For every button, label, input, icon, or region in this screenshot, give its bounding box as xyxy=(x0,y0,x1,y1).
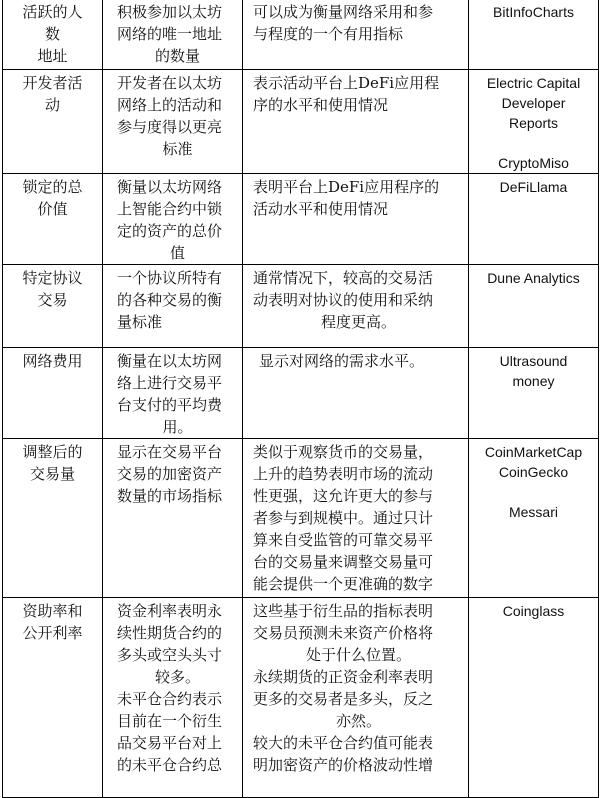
usage-line: 台的交易量来调整交易量可 xyxy=(253,553,434,571)
description-line: 量标准 xyxy=(117,313,163,331)
usage-line: 通常情况下，较高的交易活 xyxy=(253,269,434,287)
usage-line: 能会提供一个更准确的数字 xyxy=(253,575,434,593)
table-row xyxy=(3,348,599,439)
metric-line: 调整后的 xyxy=(22,443,83,461)
usage-cell xyxy=(243,174,469,265)
description-line: 络上进行交易平 xyxy=(117,374,223,392)
description-line: 品交易平台对上 xyxy=(117,734,223,752)
description-line: 未平仓合约表示 xyxy=(117,690,223,708)
description-cell xyxy=(103,439,243,598)
source-line: Reports xyxy=(508,115,559,131)
usage-line: 交易员预测未来资产价格将 xyxy=(253,624,434,642)
usage-cell xyxy=(243,598,469,798)
usage-line: 动表明对协议的使用和采纳 xyxy=(253,291,434,309)
source-cell xyxy=(469,348,599,439)
description-line: 显示在交易平台 xyxy=(117,443,223,461)
metric-line: 资助率和 xyxy=(22,602,83,620)
table-row xyxy=(3,70,599,174)
metric-cell xyxy=(3,0,103,70)
source-cell xyxy=(469,70,599,174)
metric-line: 锁定的总 xyxy=(22,178,83,196)
description-line: 定的资产的总价 xyxy=(117,222,223,240)
source-line: Messari xyxy=(508,504,558,520)
usage-line: 明加密资产的价格波动性增 xyxy=(253,756,434,774)
source-cell xyxy=(469,598,599,798)
usage-cell xyxy=(243,70,469,174)
description-line: 资金利率表明永 xyxy=(117,602,223,620)
description-line: 的各种交易的衡 xyxy=(117,291,223,309)
description-line: 用。 xyxy=(162,418,193,436)
usage-line: 序的水平和使用情况 xyxy=(253,96,389,114)
usage-cell xyxy=(243,265,469,348)
usage-line: 这些基于衍生品的指标表明 xyxy=(253,602,434,620)
description-cell xyxy=(103,265,243,348)
description-line: 参与度得以更亮 xyxy=(117,118,223,136)
metric-line: 网络费用 xyxy=(22,352,83,370)
source-cell xyxy=(469,0,599,70)
usage-line: 较大的未平仓合约值可能表 xyxy=(253,734,434,752)
description-line: 的数量 xyxy=(154,47,200,65)
source-line: BitInfoCharts xyxy=(493,4,574,20)
table-row xyxy=(3,0,599,70)
usage-line: 类似于观察货币的交易量， xyxy=(253,443,434,461)
source-line: DeFiLlama xyxy=(499,179,568,195)
description-line: 台支付的平均费 xyxy=(117,396,223,414)
source-line: CoinGecko xyxy=(498,464,569,480)
metric-line: 特定协议 xyxy=(22,269,83,287)
metric-cell xyxy=(3,70,103,174)
metric-cell xyxy=(3,598,103,798)
description-line: 上智能合约中锁 xyxy=(117,200,223,218)
description-line: 衡量在以太坊网 xyxy=(117,352,223,370)
description-cell xyxy=(103,598,243,798)
source-cell xyxy=(469,265,599,348)
usage-cell xyxy=(243,0,469,70)
description-line: 数量的市场指标 xyxy=(117,487,223,505)
description-line: 网络的唯一地址 xyxy=(117,25,223,43)
source-line: Ultrasound xyxy=(499,353,568,369)
source-line: Coinglass xyxy=(502,603,565,619)
metric-cell xyxy=(3,439,103,598)
usage-cell xyxy=(243,348,469,439)
usage-cell xyxy=(243,439,469,598)
usage-line: 永续期货的正资金利率表明 xyxy=(253,668,434,686)
description-cell xyxy=(103,174,243,265)
usage-line: 更多的交易者是多头，反之 xyxy=(253,690,434,708)
description-cell xyxy=(103,348,243,439)
description-cell xyxy=(103,0,243,70)
description-line: 标准 xyxy=(162,140,193,158)
description-line: 较多。 xyxy=(154,668,200,686)
metric-line: 活跃的人 xyxy=(22,3,83,21)
usage-line: 亦然。 xyxy=(335,712,381,730)
usage-line: 活动水平和使用情况 xyxy=(253,200,389,218)
metric-line: 开发者活 xyxy=(22,74,83,92)
source-cell xyxy=(469,174,599,265)
usage-line: 可以成为衡量网络采用和参 xyxy=(253,3,434,21)
description-line: 衡量以太坊网络 xyxy=(117,178,223,196)
description-line: 目前在一个衍生 xyxy=(117,712,223,730)
source-cell xyxy=(469,439,599,598)
table-row xyxy=(3,265,599,348)
description-cell xyxy=(103,70,243,174)
description-line: 网络上的活动和 xyxy=(117,96,223,114)
description-line: 一个协议所特有 xyxy=(117,269,223,287)
description-line: 交易的加密资产 xyxy=(117,465,223,483)
source-line: money xyxy=(512,373,555,389)
description-line: 开发者在以太坊 xyxy=(117,74,223,92)
metrics-table xyxy=(2,0,599,798)
usage-line: 与程度的一个有用指标 xyxy=(253,25,404,43)
usage-line: 显示对网络的需求水平。 xyxy=(259,352,425,370)
metric-line: 交易量 xyxy=(29,465,75,483)
usage-line: 表示活动平台上DeFi应用程 xyxy=(253,74,440,92)
table-row xyxy=(3,174,599,265)
metric-cell xyxy=(3,348,103,439)
usage-line: 程度更高。 xyxy=(320,313,396,331)
table-row xyxy=(3,598,599,798)
description-line: 积极参加以太坊 xyxy=(117,3,223,21)
usage-line: 算来自受监管的可靠交易平 xyxy=(253,531,434,549)
source-spacer xyxy=(475,133,592,153)
source-spacer xyxy=(475,482,592,502)
description-line: 的未平仓合约总 xyxy=(117,756,223,774)
metric-cell xyxy=(3,265,103,348)
metric-line: 价值 xyxy=(37,200,68,218)
usage-line: 处于什么位置。 xyxy=(305,646,411,664)
source-line: Electric Capital xyxy=(486,75,581,91)
usage-line: 性更强，这允许更大的参与 xyxy=(253,487,434,505)
table-row xyxy=(3,439,599,598)
description-line: 续性期货合约的 xyxy=(117,624,223,642)
metric-line: 数 xyxy=(44,25,60,43)
usage-line: 者参与到规模中。通过只计 xyxy=(253,509,434,527)
usage-line: 表明平台上DeFi应用程序的 xyxy=(253,178,440,196)
metric-line: 地址 xyxy=(37,47,68,65)
metric-line: 动 xyxy=(44,96,60,114)
description-line: 多头或空头头寸 xyxy=(117,646,223,664)
metric-cell xyxy=(3,174,103,265)
metric-line: 交易 xyxy=(37,291,68,309)
description-line: 值 xyxy=(169,244,185,262)
source-line: CryptoMiso xyxy=(498,155,569,171)
source-line: Dune Analytics xyxy=(487,270,580,286)
metric-line: 公开利率 xyxy=(22,624,83,642)
source-line: CoinMarketCap xyxy=(484,444,583,460)
source-line: Developer xyxy=(501,95,566,111)
usage-line: 上升的趋势表明市场的流动 xyxy=(253,465,434,483)
